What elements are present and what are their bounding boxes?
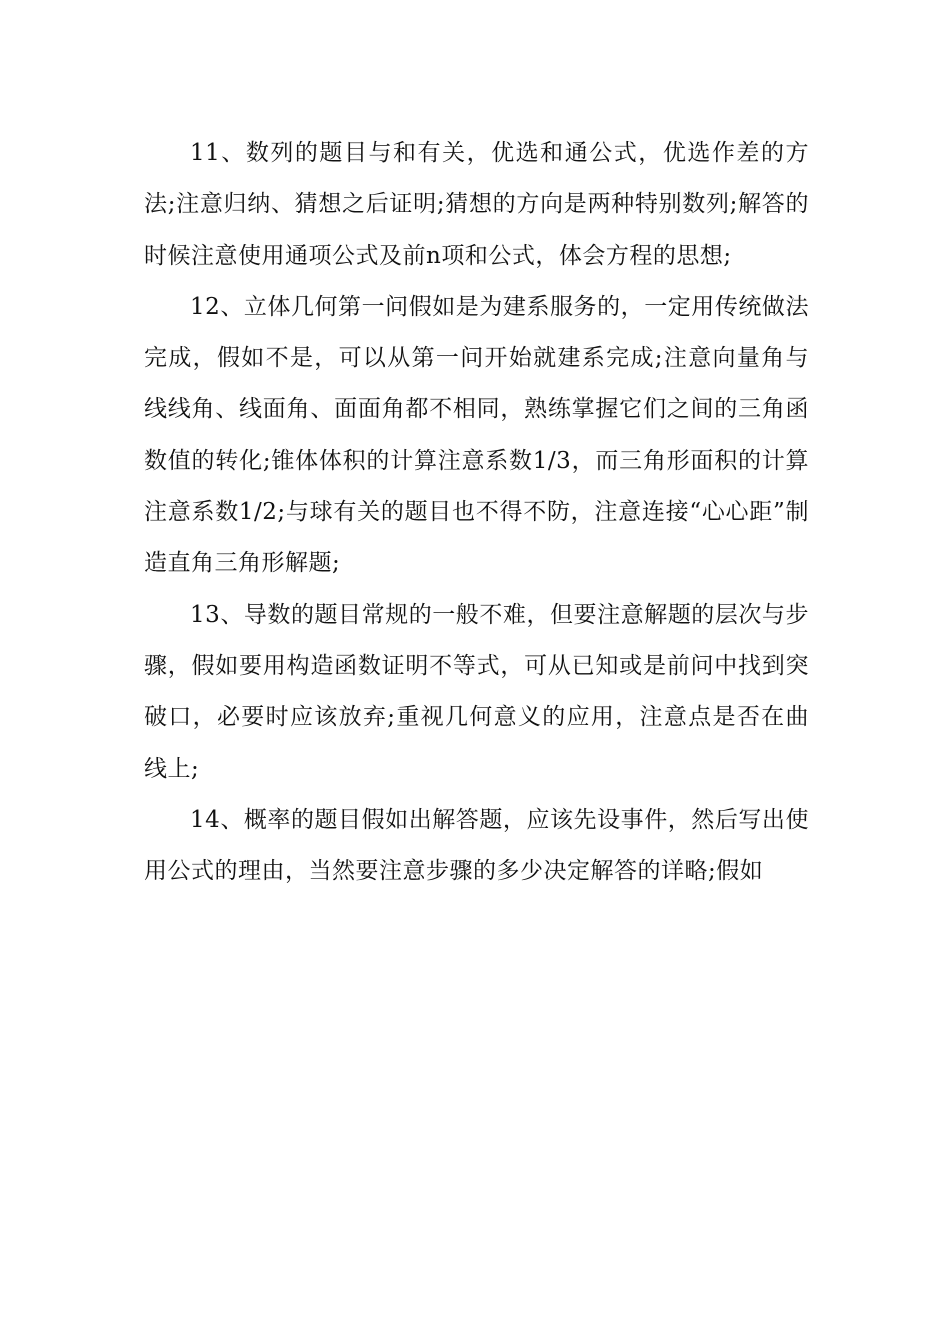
paragraph-12: 12、立体几何第一问假如是为建系服务的，一定用传统做法完成，假如不是，可以从第一问开始就建系完成;注意向量角与线线角、线面角、面面角都不相同，熟练掌握它们之间的三角函数值的转化;锥体体积的计算注意系数1/3，而三角形面积的计算注意系数1/2;与球有关的题目也不得不防，注意连接“心心距”制造直角三角形解题; xyxy=(144,293,809,577)
paragraph-11: 11、数列的题目与和有关，优选和通公式，优选作差的方法;注意归纳、猜想之后证明;猜想的方向是两种特别数列;解答的时候注意使用通项公式及前n项和公式，体会方程的思想; xyxy=(144,140,809,269)
document-body xyxy=(144,128,809,897)
paragraph-14: 14、概率的题目假如出解答题，应该先设事件，然后写出使用公式的理由，当然要注意步骤的多少决定解答的详略;假如 xyxy=(144,806,809,885)
paragraph-13: 13、导数的题目常规的一般不难，但要注意解题的层次与步骤，假如要用构造函数证明不等式，可从已知或是前问中找到突破口，必要时应该放弃;重视几何意义的应用，注意点是否在曲线上; xyxy=(144,601,809,782)
